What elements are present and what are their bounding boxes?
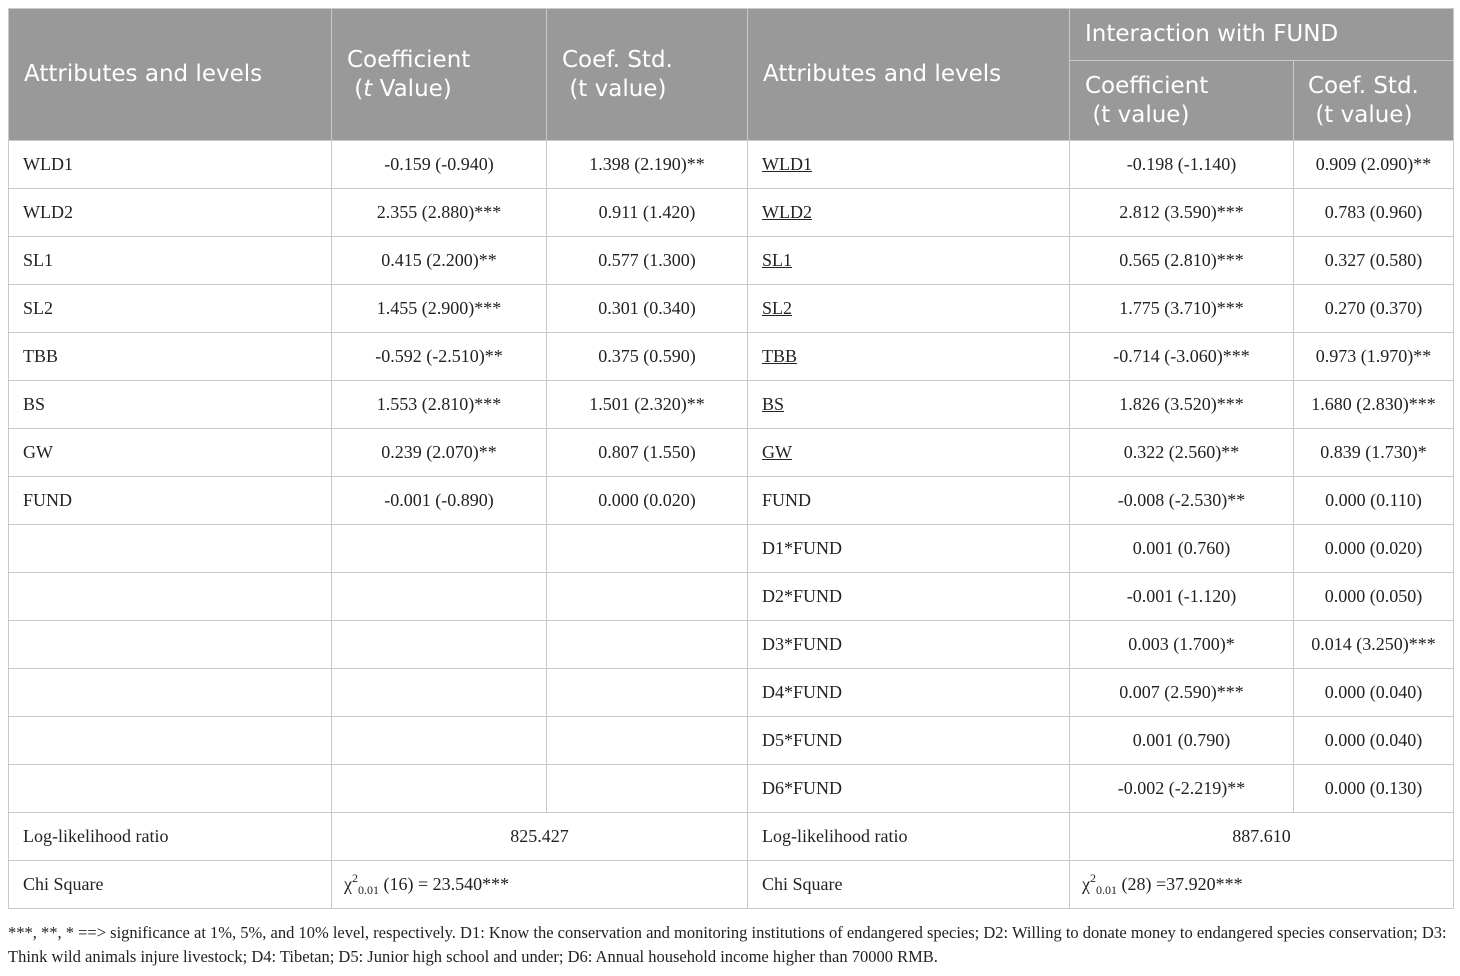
empty-cell bbox=[332, 717, 547, 765]
empty-cell bbox=[9, 669, 332, 717]
llr-row bbox=[9, 813, 1454, 861]
empty-cell bbox=[332, 765, 547, 813]
coefficient-cell: 0.239 (2.070)** bbox=[332, 429, 547, 477]
header-attributes-left: Attributes and levels bbox=[9, 9, 332, 141]
empty-cell bbox=[547, 669, 748, 717]
coefficient-cell: 2.355 (2.880)*** bbox=[332, 189, 547, 237]
attribute-label: WLD1 bbox=[762, 154, 812, 174]
interaction-attribute-cell: D4*FUND bbox=[748, 669, 1070, 717]
interaction-coefficient-cell: -0.001 (-1.120) bbox=[1070, 573, 1294, 621]
interaction-attribute-cell: D3*FUND bbox=[748, 621, 1070, 669]
empty-cell bbox=[547, 765, 748, 813]
header-coefficient-right-main: Coefficient bbox=[1085, 72, 1209, 99]
interaction-std-cell: 0.973 (1.970)** bbox=[1294, 333, 1454, 381]
llr-label-right: Log-likelihood ratio bbox=[748, 813, 1070, 861]
table-row bbox=[9, 621, 1454, 669]
interaction-attribute-cell bbox=[748, 237, 1070, 285]
chi-symbol: χ bbox=[1082, 874, 1090, 894]
std-cell: 0.807 (1.550) bbox=[547, 429, 748, 477]
interaction-coefficient-cell: -0.714 (-3.060)*** bbox=[1070, 333, 1294, 381]
table-row bbox=[9, 573, 1454, 621]
empty-cell bbox=[547, 717, 748, 765]
chi-left-rest: (16) = 23.540*** bbox=[379, 874, 510, 894]
coefficient-cell: -0.592 (-2.510)** bbox=[332, 333, 547, 381]
empty-cell bbox=[9, 525, 332, 573]
attribute-cell: FUND bbox=[9, 477, 332, 525]
empty-cell bbox=[9, 765, 332, 813]
std-cell: 0.301 (0.340) bbox=[547, 285, 748, 333]
header-attributes-right: Attributes and levels bbox=[748, 9, 1070, 141]
table-row bbox=[9, 189, 1454, 237]
table-row bbox=[9, 429, 1454, 477]
interaction-coefficient-cell: -0.198 (-1.140) bbox=[1070, 141, 1294, 189]
attribute-cell: TBB bbox=[9, 333, 332, 381]
interaction-coefficient-cell: 0.001 (0.790) bbox=[1070, 717, 1294, 765]
interaction-std-cell: 0.000 (0.020) bbox=[1294, 525, 1454, 573]
chi-value-right bbox=[1070, 861, 1454, 909]
std-cell: 0.375 (0.590) bbox=[547, 333, 748, 381]
table-body bbox=[9, 141, 1454, 909]
attribute-cell: SL2 bbox=[9, 285, 332, 333]
table-row bbox=[9, 333, 1454, 381]
interaction-coefficient-cell: 0.003 (1.700)* bbox=[1070, 621, 1294, 669]
interaction-coefficient-cell: -0.008 (-2.530)** bbox=[1070, 477, 1294, 525]
header-std-left-main: Coef. Std. bbox=[562, 46, 673, 73]
table-footnote: ***, **, * ==> significance at 1%, 5%, and 10% level, respectively. D1: Know the conservation and monitoring institutions of endangered species; D2: Willing to donate money to endangered species conservation; D3: Think wild animals injure livestock; D4: Tibetan; D5: Junior high school and under; D6: Annual household income higher than 70000 RMB. bbox=[8, 923, 1447, 966]
interaction-std-cell: 0.909 (2.090)** bbox=[1294, 141, 1454, 189]
empty-cell bbox=[9, 573, 332, 621]
attribute-label: SL1 bbox=[762, 250, 793, 270]
interaction-attribute-cell: D5*FUND bbox=[748, 717, 1070, 765]
header-coefficient-left-main: Coefficient bbox=[347, 46, 471, 73]
chi-row bbox=[9, 861, 1454, 909]
table-row bbox=[9, 237, 1454, 285]
std-cell: 1.501 (2.320)** bbox=[547, 381, 748, 429]
chi-subscript: 0.01 bbox=[358, 883, 379, 897]
interaction-std-cell: 0.014 (3.250)*** bbox=[1294, 621, 1454, 669]
header-coefficient-left: Coefficient (t Value) bbox=[332, 9, 547, 141]
interaction-attribute-cell: D2*FUND bbox=[748, 573, 1070, 621]
results-table bbox=[8, 8, 1454, 909]
header-std-right bbox=[1294, 61, 1454, 141]
interaction-coefficient-cell: 1.775 (3.710)*** bbox=[1070, 285, 1294, 333]
interaction-attribute-cell bbox=[748, 381, 1070, 429]
coefficient-cell: 1.455 (2.900)*** bbox=[332, 285, 547, 333]
interaction-std-cell: 0.000 (0.040) bbox=[1294, 669, 1454, 717]
empty-cell bbox=[332, 525, 547, 573]
empty-cell bbox=[332, 621, 547, 669]
interaction-std-cell: 0.000 (0.050) bbox=[1294, 573, 1454, 621]
interaction-attribute-cell bbox=[748, 333, 1070, 381]
coefficient-cell: -0.159 (-0.940) bbox=[332, 141, 547, 189]
interaction-std-cell: 0.270 (0.370) bbox=[1294, 285, 1454, 333]
llr-label-left: Log-likelihood ratio bbox=[9, 813, 332, 861]
table-row bbox=[9, 381, 1454, 429]
header-std-left-sub: (t value) bbox=[569, 75, 667, 102]
coefficient-cell: 0.415 (2.200)** bbox=[332, 237, 547, 285]
table-row bbox=[9, 477, 1454, 525]
attribute-cell: BS bbox=[9, 381, 332, 429]
interaction-attribute-cell: FUND bbox=[748, 477, 1070, 525]
table-row bbox=[9, 717, 1454, 765]
header-coefficient-left-t: t bbox=[363, 75, 373, 102]
attribute-label: TBB bbox=[762, 346, 798, 366]
empty-cell bbox=[9, 621, 332, 669]
attribute-label: WLD2 bbox=[762, 202, 812, 222]
header-interaction-fund: Interaction with FUND bbox=[1070, 9, 1454, 61]
interaction-std-cell: 0.000 (0.040) bbox=[1294, 717, 1454, 765]
chi-symbol: χ bbox=[344, 874, 352, 894]
chi-value-left bbox=[332, 861, 748, 909]
header-std-right-sub: (t value) bbox=[1315, 101, 1413, 128]
interaction-std-cell: 0.783 (0.960) bbox=[1294, 189, 1454, 237]
attribute-cell: WLD2 bbox=[9, 189, 332, 237]
interaction-coefficient-cell: 2.812 (3.590)*** bbox=[1070, 189, 1294, 237]
chi-right-rest: (28) =37.920*** bbox=[1117, 874, 1243, 894]
interaction-std-cell: 0.839 (1.730)* bbox=[1294, 429, 1454, 477]
header-coefficient-right-sub: (t value) bbox=[1092, 101, 1190, 128]
empty-cell bbox=[332, 573, 547, 621]
interaction-attribute-cell bbox=[748, 285, 1070, 333]
table-row bbox=[9, 525, 1454, 573]
interaction-coefficient-cell: 0.565 (2.810)*** bbox=[1070, 237, 1294, 285]
chi-subscript: 0.01 bbox=[1096, 883, 1117, 897]
empty-cell bbox=[547, 573, 748, 621]
std-cell: 0.000 (0.020) bbox=[547, 477, 748, 525]
std-cell: 0.577 (1.300) bbox=[547, 237, 748, 285]
header-std-right-main: Coef. Std. bbox=[1308, 72, 1419, 99]
llr-value-left: 825.427 bbox=[332, 813, 748, 861]
empty-cell bbox=[547, 525, 748, 573]
chi-label-left: Chi Square bbox=[9, 861, 332, 909]
empty-cell bbox=[547, 621, 748, 669]
interaction-coefficient-cell: 0.322 (2.560)** bbox=[1070, 429, 1294, 477]
empty-cell bbox=[9, 717, 332, 765]
attribute-cell: GW bbox=[9, 429, 332, 477]
llr-value-right: 887.610 bbox=[1070, 813, 1454, 861]
attribute-cell: SL1 bbox=[9, 237, 332, 285]
table-row bbox=[9, 285, 1454, 333]
coefficient-cell: 1.553 (2.810)*** bbox=[332, 381, 547, 429]
interaction-attribute-cell bbox=[748, 189, 1070, 237]
interaction-coefficient-cell: 0.007 (2.590)*** bbox=[1070, 669, 1294, 717]
chi-superscript: 2 bbox=[352, 871, 358, 885]
interaction-attribute-cell bbox=[748, 429, 1070, 477]
table-row bbox=[9, 141, 1454, 189]
interaction-coefficient-cell: -0.002 (-2.219)** bbox=[1070, 765, 1294, 813]
attribute-cell: WLD1 bbox=[9, 141, 332, 189]
header-std-left bbox=[547, 9, 748, 141]
std-cell: 1.398 (2.190)** bbox=[547, 141, 748, 189]
empty-cell bbox=[332, 669, 547, 717]
interaction-std-cell: 0.000 (0.130) bbox=[1294, 765, 1454, 813]
header-coefficient-right bbox=[1070, 61, 1294, 141]
table-header bbox=[9, 9, 1454, 141]
interaction-std-cell: 0.000 (0.110) bbox=[1294, 477, 1454, 525]
std-cell: 0.911 (1.420) bbox=[547, 189, 748, 237]
attribute-label: GW bbox=[762, 442, 792, 462]
interaction-attribute-cell bbox=[748, 141, 1070, 189]
interaction-std-cell: 1.680 (2.830)*** bbox=[1294, 381, 1454, 429]
interaction-std-cell: 0.327 (0.580) bbox=[1294, 237, 1454, 285]
header-coefficient-left-value: Value) bbox=[372, 75, 452, 102]
coefficient-cell: -0.001 (-0.890) bbox=[332, 477, 547, 525]
interaction-attribute-cell: D1*FUND bbox=[748, 525, 1070, 573]
table-row bbox=[9, 765, 1454, 813]
chi-label-right: Chi Square bbox=[748, 861, 1070, 909]
table-row bbox=[9, 669, 1454, 717]
chi-superscript: 2 bbox=[1090, 871, 1096, 885]
interaction-coefficient-cell: 0.001 (0.760) bbox=[1070, 525, 1294, 573]
interaction-coefficient-cell: 1.826 (3.520)*** bbox=[1070, 381, 1294, 429]
attribute-label: SL2 bbox=[762, 298, 793, 318]
interaction-attribute-cell: D6*FUND bbox=[748, 765, 1070, 813]
attribute-label: BS bbox=[762, 394, 785, 414]
